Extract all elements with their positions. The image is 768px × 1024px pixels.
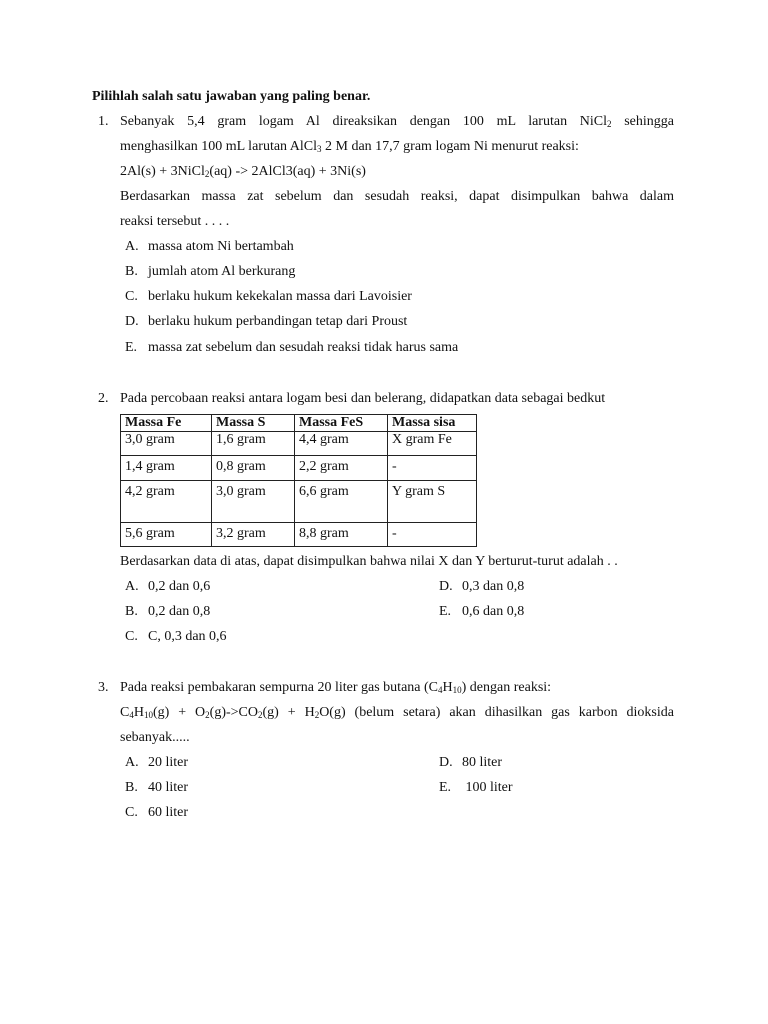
table-cell: 4,4 gram bbox=[295, 432, 388, 456]
table-cell: 4,2 gram bbox=[121, 481, 212, 523]
q3-option-b-letter: B. bbox=[125, 780, 138, 795]
table-row bbox=[121, 523, 477, 547]
q1-option-d-letter: D. bbox=[125, 314, 139, 329]
q2-option-e-letter: E. bbox=[439, 604, 452, 619]
table-cell: X gram Fe bbox=[388, 432, 477, 456]
q3-line-1-end: ) dengan reaksi: bbox=[461, 680, 552, 695]
q2-option-b-letter: B. bbox=[125, 604, 138, 619]
q3-option-c-letter: C. bbox=[125, 805, 138, 820]
q2-option-c-letter: C. bbox=[125, 629, 138, 644]
q1-line-2 bbox=[120, 138, 579, 156]
q1-option-c-letter: C. bbox=[125, 289, 138, 304]
q1-line-1-text: Sebanyak 5,4 gram logam Al direaksikan dengan 100 mL larutan NiCl bbox=[120, 114, 608, 129]
q3-eq-part: (g)->CO bbox=[209, 705, 258, 720]
q3-eq-sub: 2 bbox=[258, 710, 263, 720]
q1-option-a: massa atom Ni bertambah bbox=[148, 239, 294, 254]
table-cell: 3,0 gram bbox=[212, 481, 295, 523]
table-cell: 1,4 gram bbox=[121, 456, 212, 481]
table-row bbox=[121, 456, 477, 481]
q3-option-a-letter: A. bbox=[125, 755, 139, 770]
q3-option-e-letter: E. bbox=[439, 780, 452, 795]
q1-number: 1. bbox=[98, 114, 109, 129]
q2-option-a: 0,2 dan 0,6 bbox=[148, 579, 211, 594]
table-cell: 3,2 gram bbox=[212, 523, 295, 547]
q1-line-1 bbox=[120, 113, 674, 131]
q3-line-3: sebanyak..... bbox=[120, 730, 190, 745]
q1-line-2-text: menghasilkan 100 mL larutan AlCl bbox=[120, 139, 318, 154]
q3-option-c: 60 liter bbox=[148, 805, 189, 820]
q1-equation-end: (aq) -> 2AlCl3(aq) + 3Ni(s) bbox=[209, 164, 366, 179]
table-cell: 3,0 gram bbox=[121, 432, 212, 456]
q3-line-1-sub: 4 bbox=[438, 685, 443, 695]
q3-line-1-h: H bbox=[442, 680, 453, 695]
q3-option-d-letter: D. bbox=[439, 755, 453, 770]
q2-conclusion: Berdasarkan data di atas, dapat disimpulkan bahwa nilai X dan Y berturut-turut adalah . . bbox=[120, 554, 618, 569]
q3-line-1-text: Pada reaksi pembakaran sempurna 20 liter gas butana (C bbox=[120, 680, 439, 695]
table-cell: - bbox=[388, 523, 477, 547]
q1-option-b: jumlah atom Al berkurang bbox=[148, 264, 296, 279]
table-header-cell: Massa S bbox=[212, 415, 295, 432]
q3-option-a: 20 liter bbox=[148, 755, 189, 770]
table-header-cell: Massa Fe bbox=[121, 415, 212, 432]
q2-option-d: 0,3 dan 0,8 bbox=[462, 579, 525, 594]
q3-eq-part: (g) + H bbox=[262, 705, 315, 720]
table-cell: Y gram S bbox=[388, 481, 477, 523]
q1-line-2-sub: 3 bbox=[317, 144, 322, 154]
q2-option-a-letter: A. bbox=[125, 579, 139, 594]
q3-eq-sub: 2 bbox=[314, 710, 320, 720]
q2-number: 2. bbox=[98, 391, 109, 406]
q3-eq-sub: 2 bbox=[205, 710, 210, 720]
table-cell: 0,8 gram bbox=[212, 456, 295, 481]
q1-line-2-end: 2 M dan 17,7 gram logam Ni menurut reaksi: bbox=[321, 139, 579, 154]
instruction-heading: Pilihlah salah satu jawaban yang paling benar. bbox=[92, 89, 371, 104]
q1-equation-sub: 2 bbox=[204, 169, 210, 179]
q2-option-d-letter: D. bbox=[439, 579, 453, 594]
table-header-row bbox=[121, 415, 477, 432]
q3-eq-part: H bbox=[133, 705, 144, 720]
table-cell: 8,8 gram bbox=[295, 523, 388, 547]
q1-equation-text: 2Al(s) + 3NiCl bbox=[120, 164, 205, 179]
q3-line-1-sub: 10 bbox=[452, 685, 462, 695]
q2-option-b: 0,2 dan 0,8 bbox=[148, 604, 211, 619]
q3-option-b: 40 liter bbox=[148, 780, 189, 795]
q2-option-e: 0,6 dan 0,8 bbox=[462, 604, 525, 619]
q2-option-c: C, 0,3 dan 0,6 bbox=[148, 629, 227, 644]
q1-option-e-letter: E. bbox=[125, 340, 138, 355]
q1-line-3: Berdasarkan massa zat sebelum dan sesudah reaksi, dapat disimpulkan bahwa dalam bbox=[120, 189, 674, 204]
q1-line-4: reaksi tersebut . . . . bbox=[120, 214, 230, 229]
table-cell: 6,6 gram bbox=[295, 481, 388, 523]
q1-equation bbox=[120, 163, 366, 181]
q1-line-1-end: sehingga bbox=[611, 114, 674, 129]
table-cell: 5,6 gram bbox=[121, 523, 212, 547]
q3-line-2 bbox=[120, 704, 674, 722]
q1-option-b-letter: B. bbox=[125, 264, 138, 279]
table-header-cell: Massa sisa bbox=[388, 415, 477, 432]
q3-option-e: 100 liter bbox=[462, 780, 513, 795]
q3-eq-end: O(g) (belum setara) akan dihasilkan gas karbon dioksida bbox=[319, 705, 674, 720]
q1-option-a-letter: A. bbox=[125, 239, 139, 254]
q2-data-table bbox=[120, 414, 477, 547]
q3-line-1 bbox=[120, 679, 551, 697]
table-header-cell: Massa FeS bbox=[295, 415, 388, 432]
table-row bbox=[121, 481, 477, 523]
q3-eq-sub: 10 bbox=[143, 710, 153, 720]
q3-eq-sub: 4 bbox=[129, 710, 134, 720]
q3-number: 3. bbox=[98, 680, 109, 695]
q1-line-1-sub: 2 bbox=[607, 119, 612, 129]
q3-eq-part: (g) + O bbox=[152, 705, 206, 720]
q2-stem: Pada percobaan reaksi antara logam besi dan belerang, didapatkan data sebagai bedkut bbox=[120, 391, 606, 406]
table-cell: 1,6 gram bbox=[212, 432, 295, 456]
q1-option-d: berlaku hukum perbandingan tetap dari Proust bbox=[148, 314, 408, 329]
q1-option-c: berlaku hukum kekekalan massa dari Lavoisier bbox=[148, 289, 412, 304]
table-row bbox=[121, 432, 477, 456]
table-cell: - bbox=[388, 456, 477, 481]
q3-eq-part: C bbox=[120, 705, 130, 720]
q1-option-e: massa zat sebelum dan sesudah reaksi tidak harus sama bbox=[148, 340, 459, 355]
q3-option-d: 80 liter bbox=[462, 755, 503, 770]
table-cell: 2,2 gram bbox=[295, 456, 388, 481]
